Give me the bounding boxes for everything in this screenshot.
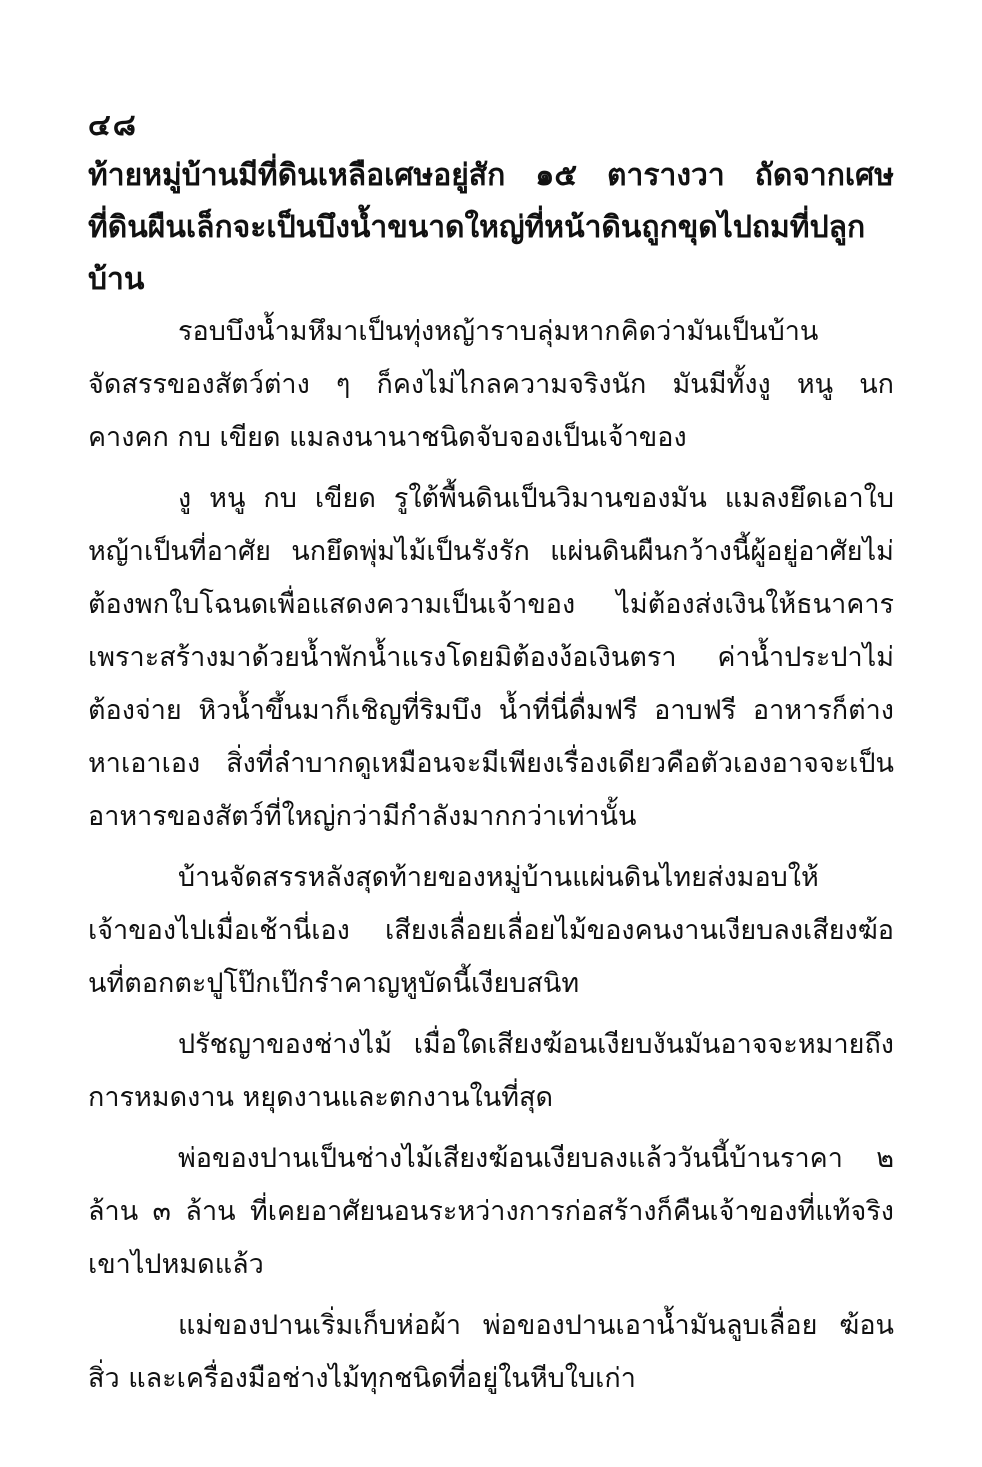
paragraph-5: พ่อของปานเป็นช่างไม้เสียงฆ้อนเงียบลงแล้ววันนี้บ้านราคา ๒ ล้าน ๓ ล้าน ที่เคยอาศัยนอนระหว่างการก่อสร้างก็คืนเจ้าของที่แท้จริงเขาไปหมดแล้ว [88,1143,894,1280]
body-text [88,305,894,1413]
paragraph-4: ปรัชญาของช่างไม้ เมื่อใดเสียงฆ้อนเงียบงันมันอาจจะหมายถึงการหมดงาน หยุดงานและตกงานในที่สุด [88,1029,894,1113]
paragraph-3: บ้านจัดสรรหลังสุดท้ายของหมู่บ้านแผ่นดินไทยส่งมอบให้เจ้าของไปเมื่อเช้านี่เอง เสียงเลื่อยเลื่อยไม้ของคนงานเงียบลงเสียงฆ้อนที่ตอกตะปูโป๊กเป๊กรำคาญหูบัดนี้เงียบสนิท [88,862,894,999]
chapter-heading: ท้ายหมู่บ้านมีที่ดินเหลือเศษอยู่สัก ๑๕ ตารางวา ถัดจากเศษที่ดินผืนเล็กจะเป็นบึงน้ำขนาดใหญ่ที่หน้าดินถูกขุดไปถมที่ปลูกบ้าน [88,158,894,297]
page-number: ๔๘ [88,108,138,143]
paragraph-2: งู หนู กบ เขียด รูใต้พื้นดินเป็นวิมานของมัน แมลงยึดเอาใบหญ้าเป็นที่อาศัย นกยึดพุ่มไม้เป็นรังรัก แผ่นดินผืนกว้างนี้ผู้อยู่อาศัยไม่ต้องพกใบโฉนดเพื่อแสดงความเป็นเจ้าของ ไม่ต้องส่งเงินให้ธนาคารเพราะสร้างมาด้วยน้ำพักน้ำแรงโดยมิต้องง้อเงินตรา ค่าน้ำประปาไม่ต้องจ่าย หิวน้ำขึ้นมาก็เชิญที่ริมบึง น้ำที่นี่ดื่มฟรี อาบฟรี อาหารก็ต่างหาเอาเอง สิ่งที่ลำบากดูเหมือนจะมีเพียงเรื่องเดียวคือตัวเองอาจจะเป็นอาหารของสัตว์ที่ใหญ่กว่ามีกำลังมากกว่าเท่านั้น [88,483,894,832]
paragraph-6: แม่ของปานเริ่มเก็บห่อผ้า พ่อของปานเอาน้ำมันลูบเลื่อย ฆ้อน สิ่ว และเครื่องมือช่างไม้ทุกชนิดที่อยู่ในหีบใบเก่า [88,1310,894,1394]
paragraph-1: รอบบึงน้ำมหึมาเป็นทุ่งหญ้าราบลุ่มหากคิดว่ามันเป็นบ้านจัดสรรของสัตว์ต่าง ๆ ก็คงไม่ไกลความจริงนัก มันมีทั้งงู หนู นก คางคก กบ เขียด แมลงนานาชนิดจับจองเป็นเจ้าของ [88,316,894,453]
